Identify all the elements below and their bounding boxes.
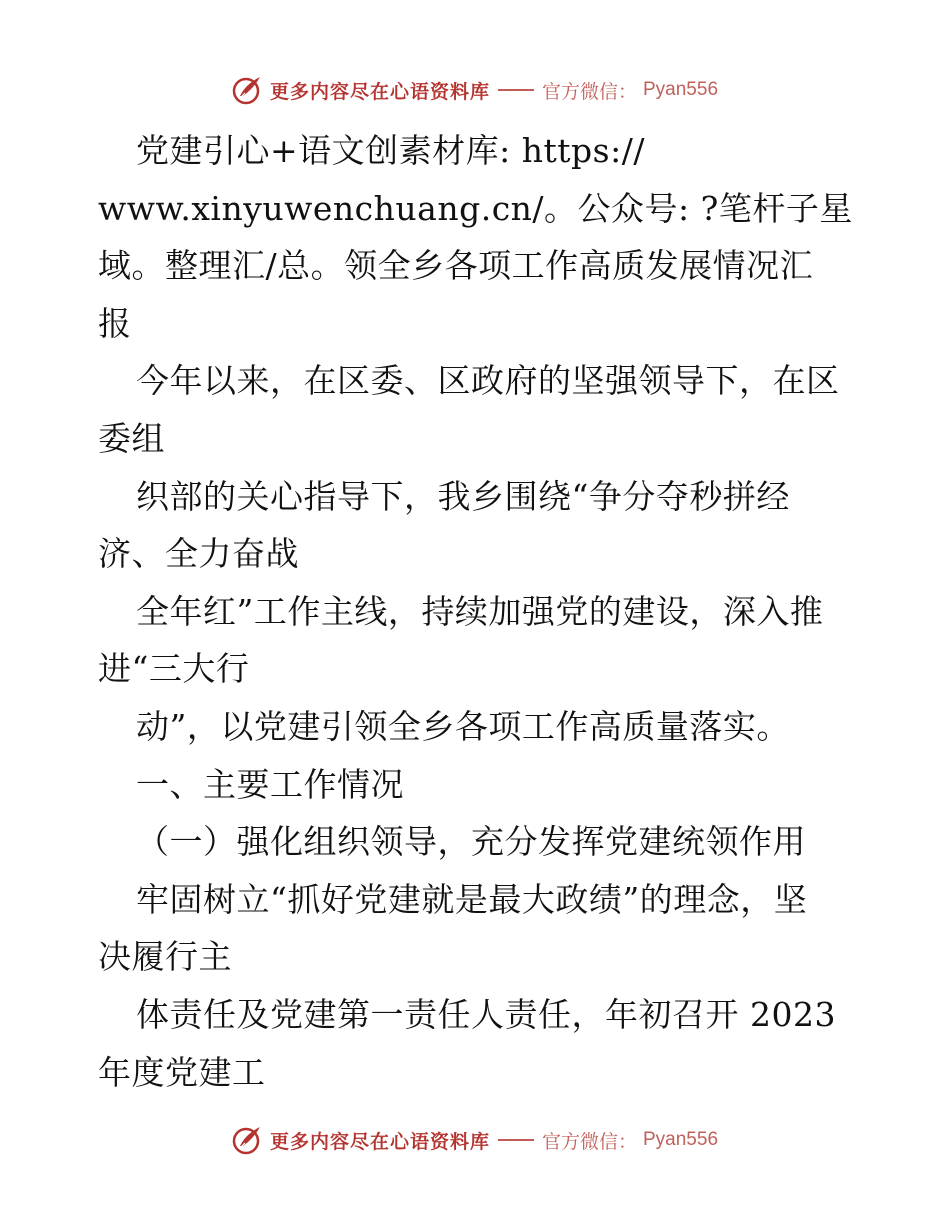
text-line: 决履行主 — [98, 937, 232, 977]
text-line: 报 — [98, 303, 132, 343]
text-line: 全年红”工作主线，持续加强党的建设，深入推 — [136, 591, 824, 631]
watermark-wechat-id: Pyan556 — [643, 79, 719, 100]
watermark-wechat-id: Pyan556 — [643, 1129, 719, 1150]
watermark-subtitle: 官方微信： — [541, 1130, 637, 1153]
text-line: 动”，以党建引领全乡各项工作高质量落实。 — [136, 706, 790, 746]
watermark-separator — [498, 89, 534, 91]
text-line: 党建引心+语文创素材库: https:// — [136, 131, 645, 170]
quill-logo-icon — [232, 1124, 264, 1156]
text-line: 一、主要工作情况 — [136, 764, 404, 804]
text-line: 今年以来，在区委、区政府的坚强领导下，在区 — [136, 361, 840, 401]
watermark-footer — [0, 1120, 950, 1160]
document-body — [98, 122, 868, 1101]
text-line: 体责任及党建第一责任人责任，年初召开 2023 — [136, 994, 836, 1034]
text-line: www.xinyuwenchuang.cn/。公众号: ?笔杆子星 — [98, 188, 853, 228]
quill-logo-icon — [232, 74, 264, 106]
text-line: 进“三大行 — [98, 649, 250, 689]
text-line: 委组 — [98, 418, 165, 458]
text-line: 牢固树立“抓好党建就是最大政绩”的理念，坚 — [136, 879, 808, 919]
text-line: 济、全力奋战 — [98, 534, 299, 574]
watermark-subtitle: 官方微信： — [541, 80, 637, 103]
text-line: 织部的关心指导下，我乡围绕“争分夺秒拼经 — [136, 476, 790, 516]
watermark-title: 更多内容尽在心语资料库 — [269, 1130, 490, 1153]
text-line: 域。整理汇/总。领全乡各项工作高质发展情况汇 — [98, 246, 814, 286]
text-line: 年度党建工 — [98, 1052, 266, 1092]
watermark-separator — [498, 1139, 534, 1141]
watermark-header — [0, 70, 950, 110]
watermark-title: 更多内容尽在心语资料库 — [269, 80, 490, 103]
text-line: （一）强化组织领导，充分发挥党建统领作用 — [136, 822, 806, 862]
